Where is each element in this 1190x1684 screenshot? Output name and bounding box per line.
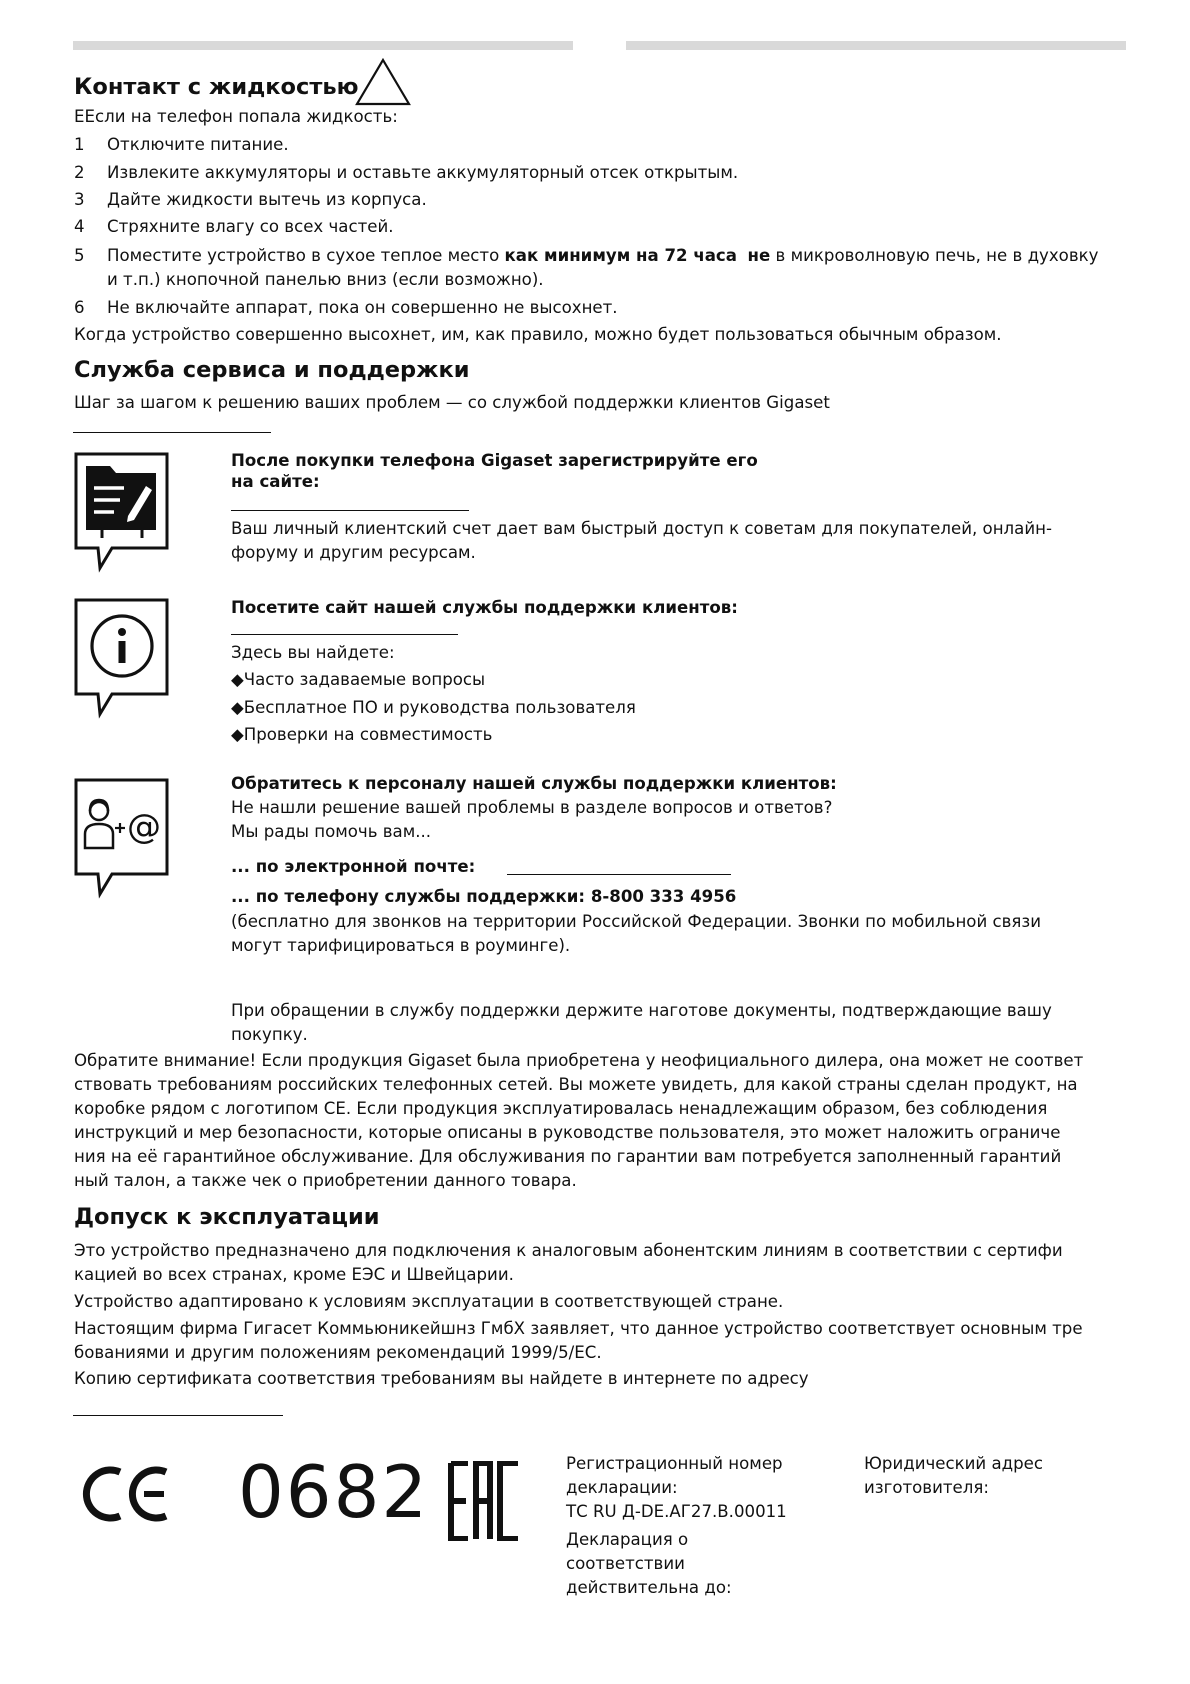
liquid-outro: Когда устройство совершенно высохнет, им, как правило, можно будет пользоваться обычным образом. [74,325,1002,344]
docs-line1: При обращении в службу поддержки держите наготове документы, подтверждающие вашу [231,1001,1052,1020]
manufacturer-line1: Юридический адрес [864,1454,1043,1473]
step-number: 5 [74,246,85,265]
register-heading-line1: После покупки телефона Gigaset зарегистрируйте его [231,451,758,470]
website-intro: Здесь вы найдете: [231,643,395,662]
step-number: 4 [74,217,85,236]
approval-p3-line1: Настоящим фирма Гигасет Коммьюникейшнз ГмбХ заявляет, что данное устройство соответствует основным тре [74,1319,1083,1338]
approval-p2: Устройство адаптировано к условиям эксплуатации в соответствующей стране. [74,1292,784,1311]
declaration-valid-line3: действительна до: [566,1578,732,1597]
approval-p4: Копию сертификата соответствия требованиям вы найдете в интернете по адресу [74,1369,809,1388]
step-text: Не включайте аппарат, пока он совершенно не высохнет. [107,298,618,317]
link-blank-line [231,634,458,635]
link-blank-line [73,432,271,433]
step-text [107,244,1098,268]
declaration-reg-line1: Регистрационный номер [566,1454,783,1473]
email-blank-line [507,874,731,875]
person-email-icon [72,776,172,900]
step-text-part [737,246,748,265]
declaration-reg-number: ТС RU Д-DE.АГ27.В.00011 [566,1502,787,1521]
link-blank-line [231,510,469,511]
website-heading: Посетите сайт нашей службы поддержки клиентов: [231,598,738,617]
docs-line2: покупку. [231,1025,308,1044]
step-text-part: Поместите устройство в сухое теплое место [107,246,505,265]
service-title: Служба сервиса и поддержки [74,357,470,383]
contact-line2: Мы рады помочь вам... [231,822,432,841]
step-text: Дайте жидкости вытечь из корпуса. [107,190,427,209]
phone-note-line1: (бесплатно для звонков на территории Российской Федерации. Звонки по мобильной связи [231,912,1042,931]
register-body-line2: форуму и другим ресурсам. [231,543,476,562]
step-number: 6 [74,298,85,317]
eac-mark-icon [448,1461,520,1545]
step-text-bold: как минимум на 72 часа [504,246,737,265]
list-item: ◆Часто задаваемые вопросы [231,670,486,689]
link-blank-line [73,1415,283,1416]
warning-triangle-icon [355,58,411,106]
top-bar-right [626,41,1126,50]
approval-p3-line2: бованиями и другим положениям рекомендаций 1999/5/EC. [74,1343,602,1362]
step-text: Извлеките аккумуляторы и оставьте аккумуляторный отсек открытым. [107,163,739,182]
svg-text:@: @ [127,807,161,847]
list-item: ◆Бесплатное ПО и руководства пользователя [231,698,636,717]
service-subtitle: Шаг за шагом к решению ваших проблем — со службой поддержки клиентов Gigaset [74,393,830,412]
top-bar-left [73,41,573,50]
email-label: ... по электронной почте: [231,857,476,876]
approval-p1-line1: Это устройство предназначено для подключения к аналоговым абонентским линиям в соответствии с сертифи [74,1241,1063,1260]
notice-line: Обратите внимание! Если продукция Gigaset была приобретена у неофициального дилера, она может не соответ [74,1051,1084,1070]
manufacturer-line2: изготовителя: [864,1478,989,1497]
folder-edit-icon [72,450,172,574]
notice-line: коробке рядом с логотипом CE. Если продукция эксплуатировалась ненадлежащим образом, без соблюдения [74,1099,1048,1118]
declaration-valid-line2: соответствии [566,1554,685,1573]
info-icon [72,596,172,720]
diamond-bullet-icon: ◆ [231,725,244,744]
notice-line: ствовать требованиям российских телефонных сетей. Вы можете увидеть, для какой страны сделан продукт, на [74,1075,1078,1094]
approval-p1-line2: кацией во всех странах, кроме ЕЭС и Швейцарии. [74,1265,514,1284]
phone-label: ... по телефону службы поддержки: 8-800 333 4956 [231,887,737,906]
step-number: 2 [74,163,85,182]
list-item: ◆Проверки на совместимость [231,725,493,744]
notice-line: ния на её гарантийное обслуживание. Для обслуживания по гарантии вам потребуется заполненный гарантий [74,1147,1062,1166]
step-number: 3 [74,190,85,209]
approval-title: Допуск к эксплуатации [74,1204,380,1230]
register-body-line1: Ваш личный клиентский счет дает вам быстрый доступ к советам для покупателей, онлайн- [231,519,1052,538]
liquid-intro: ЕЕсли на телефон попала жидкость: [74,107,398,126]
step-number: 1 [74,135,85,154]
step-text: Стряхните влагу со всех частей. [107,217,394,236]
step-text: Отключите питание. [107,135,289,154]
notified-body-number: 0682 [238,1450,430,1534]
declaration-valid-line1: Декларация о [566,1530,689,1549]
contact-heading: Обратитесь к персоналу нашей службы поддержки клиентов: [231,774,837,793]
declaration-reg-line2: декларации: [566,1478,678,1497]
step-text-bold: не [747,246,771,265]
ce-mark-icon [80,1466,172,1526]
step-text-continued: и т.п.) кнопочной панелью вниз (если возможно). [107,270,544,289]
diamond-bullet-icon: ◆ [231,698,244,717]
notice-line: инструкций и мер безопасности, которые описаны в руководстве пользователя, это может наложить ограниче [74,1123,1061,1142]
diamond-bullet-icon: ◆ [231,670,244,689]
contact-line1: Не нашли решение вашей проблемы в разделе вопросов и ответов? [231,798,833,817]
phone-note-line2: могут тарифицироваться в роуминге). [231,936,571,955]
register-heading-line2: на сайте: [231,472,320,491]
notice-line: ный талон, а также чек о приобретении данного товара. [74,1171,577,1190]
liquid-title: Контакт с жидкостью [74,74,359,100]
step-text-part: в микроволновую печь, не в духовку [770,246,1099,265]
